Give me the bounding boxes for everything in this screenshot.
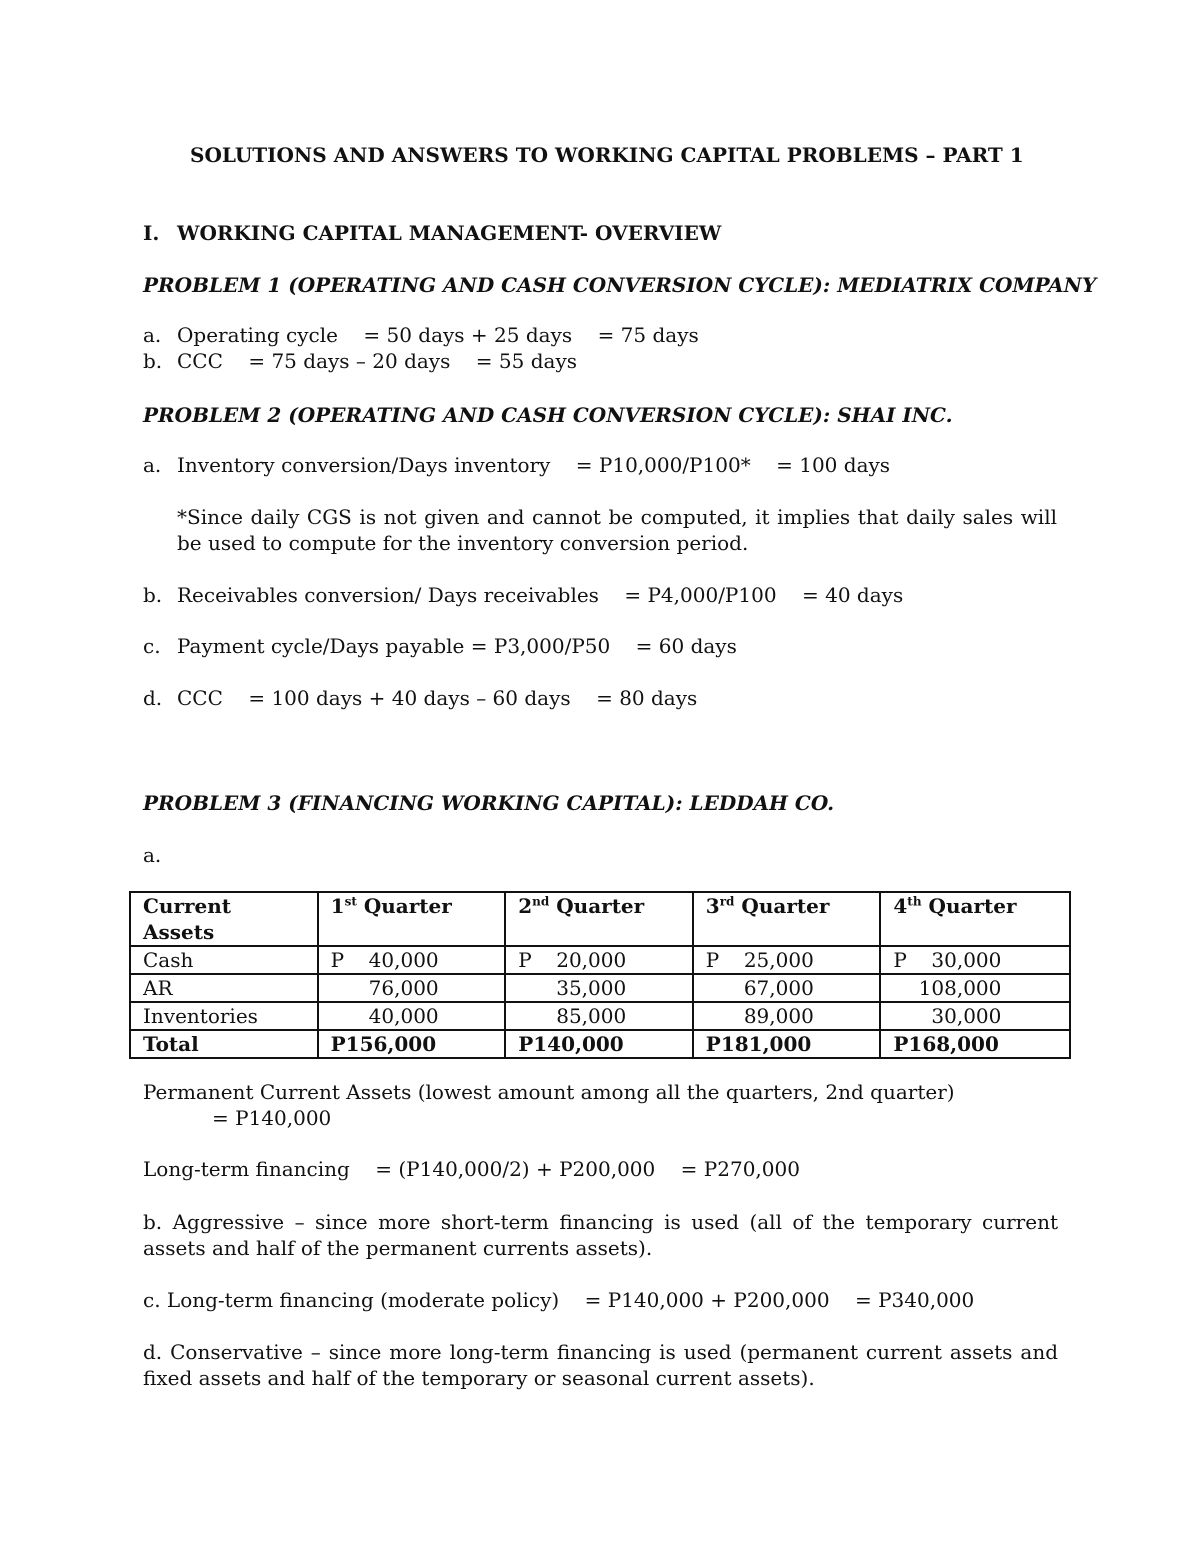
problem-2-note: *Since daily CGS is not given and cannot be computed, it implies that daily sales will be used to compute for the inventory conversion period. — [177, 505, 1057, 555]
problem-3-item-b: b. Aggressive – since more short-term financing is used (all of the temporary current assets and half of the permanent currents assets). — [143, 1210, 1058, 1260]
table-header-row — [130, 892, 1070, 946]
row-label: Inventories — [130, 1002, 318, 1030]
cell-q3: P 25,000 — [693, 946, 881, 974]
cell-q2: 35,000 — [505, 974, 693, 1002]
item-text: CCC = 75 days – 20 days = 55 days — [177, 349, 577, 373]
item-text: Operating cycle = 50 days + 25 days = 75 days — [177, 323, 699, 347]
cell-q4: 108,000 — [880, 974, 1070, 1002]
item-label: a. — [143, 453, 162, 477]
table-total-row — [130, 1030, 1070, 1058]
cell-q3: 67,000 — [693, 974, 881, 1002]
cell-q4: P 30,000 — [880, 946, 1070, 974]
long-term-financing: Long-term financing = (P140,000/2) + P200,000 = P270,000 — [143, 1157, 800, 1181]
problem-2-item-a — [143, 452, 890, 478]
row-label: Cash — [130, 946, 318, 974]
problem-3-item-a-label: a. — [143, 843, 162, 867]
header-q4: 4th Quarter — [880, 892, 1070, 946]
section-heading — [143, 220, 721, 246]
total-q2: P140,000 — [505, 1030, 693, 1058]
problem-2-heading: PROBLEM 2 (OPERATING AND CASH CONVERSION CYCLE): SHAI INC. — [143, 403, 953, 427]
row-label: Total — [130, 1030, 318, 1058]
problem-3-heading: PROBLEM 3 (FINANCING WORKING CAPITAL): LEDDAH CO. — [143, 791, 835, 815]
row-label: AR — [130, 974, 318, 1002]
item-text: Receivables conversion/ Days receivables = P4,000/P100 = 40 days — [177, 583, 904, 607]
item-label: c. — [143, 634, 161, 658]
problem-1-item-a — [143, 322, 699, 348]
header-current-assets: Current Assets — [130, 892, 318, 946]
problem-2-item-d — [143, 685, 697, 711]
item-text: Payment cycle/Days payable = P3,000/P50 = 60 days — [177, 634, 737, 658]
item-label: a. — [143, 323, 162, 347]
cell-q2: P 20,000 — [505, 946, 693, 974]
header-q2: 2nd Quarter — [505, 892, 693, 946]
problem-3-item-c: c. Long-term financing (moderate policy) = P140,000 + P200,000 = P340,000 — [143, 1288, 975, 1312]
permanent-assets-line-1: Permanent Current Assets (lowest amount among all the quarters, 2nd quarter) — [143, 1080, 955, 1104]
item-label: b. — [143, 349, 163, 373]
problem-1-item-b — [143, 348, 577, 374]
header-q1: 1st Quarter — [318, 892, 506, 946]
total-q1: P156,000 — [318, 1030, 506, 1058]
table-row — [130, 946, 1070, 974]
cell-q1: 40,000 — [318, 1002, 506, 1030]
cell-q1: 76,000 — [318, 974, 506, 1002]
item-text: CCC = 100 days + 40 days – 60 days = 80 days — [177, 686, 698, 710]
table-row — [130, 1002, 1070, 1030]
cell-q2: 85,000 — [505, 1002, 693, 1030]
page-title: SOLUTIONS AND ANSWERS TO WORKING CAPITAL PROBLEMS – PART 1 — [190, 143, 1024, 167]
item-text: Inventory conversion/Days inventory = P10,000/P100* = 100 days — [177, 453, 891, 477]
cell-q4: 30,000 — [880, 1002, 1070, 1030]
current-assets-table — [129, 891, 1071, 1059]
item-label: d. — [143, 686, 163, 710]
total-q3: P181,000 — [693, 1030, 881, 1058]
section-title: WORKING CAPITAL MANAGEMENT- OVERVIEW — [177, 221, 722, 245]
total-q4: P168,000 — [880, 1030, 1070, 1058]
cell-q1: P 40,000 — [318, 946, 506, 974]
problem-3-item-d: d. Conservative – since more long-term financing is used (permanent current assets and fixed assets and half of the temporary or seasonal current assets). — [143, 1340, 1058, 1390]
header-q3: 3rd Quarter — [693, 892, 881, 946]
cell-q3: 89,000 — [693, 1002, 881, 1030]
permanent-assets-line-2: = P140,000 — [212, 1106, 332, 1130]
problem-1-heading: PROBLEM 1 (OPERATING AND CASH CONVERSION CYCLE): MEDIATRIX COMPANY — [143, 273, 1097, 297]
problem-2-item-b — [143, 582, 903, 608]
item-label: b. — [143, 583, 163, 607]
table-row — [130, 974, 1070, 1002]
problem-2-item-c — [143, 633, 737, 659]
section-number: I. — [143, 221, 160, 245]
